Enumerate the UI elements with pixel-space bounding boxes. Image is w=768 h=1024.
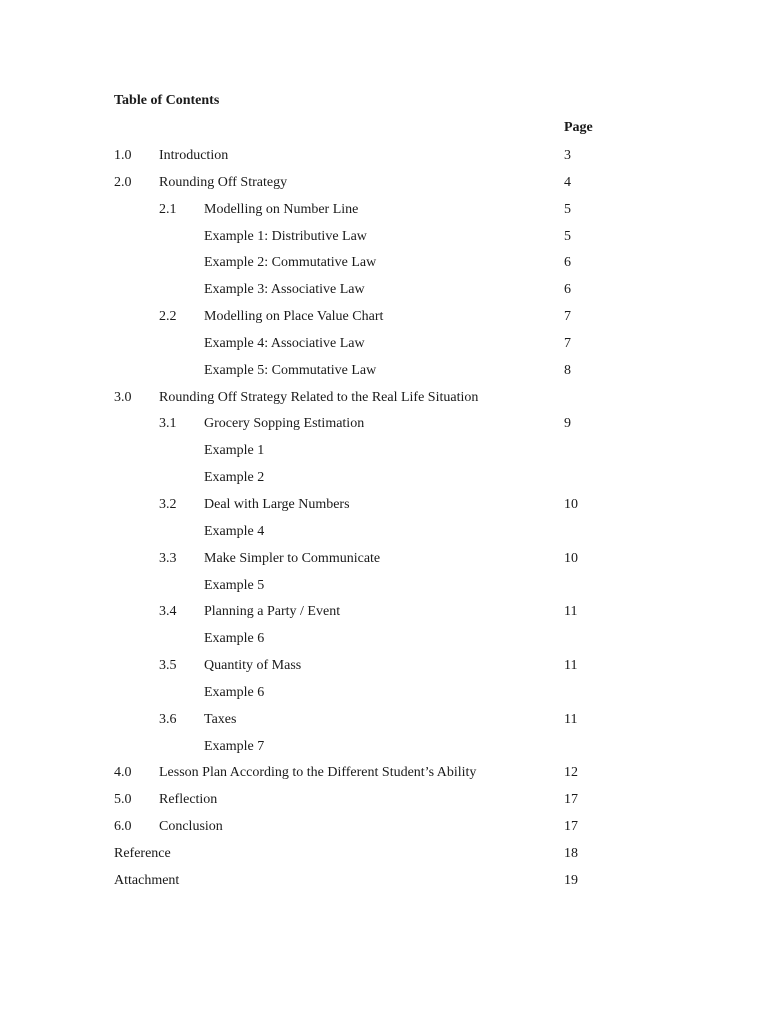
- entry-page: 11: [564, 604, 578, 620]
- toc-entry-l1: [0, 143, 768, 170]
- entry-title: Example 4: Associative Law: [204, 335, 365, 351]
- entry-page: 18: [564, 845, 578, 861]
- entry-title: Example 5: [204, 577, 265, 593]
- entry-number: 3.3: [159, 550, 177, 566]
- entry-page: 3: [564, 148, 571, 163]
- toc-entry-l1: [0, 385, 768, 412]
- entry-page: 5: [564, 201, 571, 217]
- entry-title: Lesson Plan According to the Different Student’s Ability: [159, 765, 477, 781]
- toc-entry-l2: [0, 653, 768, 680]
- entry-title: Example 6: [204, 631, 265, 647]
- entry-page: 17: [564, 819, 578, 835]
- toc-entry-example: [0, 680, 768, 707]
- toc-entry-example: [0, 277, 768, 304]
- toc-entry-example: [0, 250, 768, 277]
- toc-entry-example: [0, 573, 768, 600]
- entry-title: Example 2: [204, 470, 265, 486]
- entry-title: Example 1: [204, 443, 265, 459]
- entry-title: Attachment: [114, 872, 180, 888]
- entry-page: 7: [564, 309, 571, 325]
- toc-entry-l1: [0, 760, 768, 787]
- entry-number: 5.0: [114, 792, 132, 808]
- entry-title: Example 7: [204, 738, 265, 754]
- toc-entry-example: [0, 331, 768, 358]
- entry-number: 6.0: [114, 819, 132, 835]
- entry-page: 17: [564, 792, 578, 808]
- toc-entry-example: [0, 465, 768, 492]
- entry-title: Modelling on Place Value Chart: [204, 309, 384, 325]
- toc-entry-l2: [0, 492, 768, 519]
- toc-entry-example: [0, 438, 768, 465]
- entry-title: Example 1: Distributive Law: [204, 228, 367, 244]
- entry-page: 11: [564, 658, 578, 674]
- toc-entry-l1: [0, 787, 768, 814]
- page-column-label: Page: [564, 120, 593, 135]
- entry-page: 5: [564, 228, 571, 244]
- entry-page: 6: [564, 255, 571, 271]
- entry-title: Planning a Party / Event: [204, 604, 341, 620]
- entry-page: 4: [564, 174, 571, 190]
- entry-title: Rounding Off Strategy Related to the Real Life Situation: [159, 389, 479, 405]
- toc-entry-l2: [0, 304, 768, 331]
- entry-number: 3.4: [159, 604, 177, 620]
- entry-title: Reflection: [159, 792, 218, 808]
- entry-page: 10: [564, 550, 578, 566]
- entry-page: 6: [564, 282, 571, 298]
- toc-entry-unnumbered: [0, 841, 768, 868]
- entry-title: Quantity of Mass: [204, 658, 302, 674]
- toc-entry-example: [0, 734, 768, 761]
- toc-entry-l1: [0, 814, 768, 841]
- entry-title: Reference: [114, 845, 171, 861]
- entry-title: Example 2: Commutative Law: [204, 255, 377, 271]
- entry-page: 12: [564, 765, 578, 781]
- entry-number: 2.2: [159, 309, 177, 325]
- entry-number: 1.0: [114, 148, 132, 163]
- entry-number: 3.6: [159, 711, 177, 727]
- toc-entry-l1: [0, 170, 768, 197]
- toc-entry-example: [0, 626, 768, 653]
- entry-number: 2.0: [114, 174, 132, 190]
- toc-entry-l2: [0, 707, 768, 734]
- toc-entry-l2: [0, 411, 768, 438]
- entry-title: Example 4: [204, 523, 265, 539]
- toc-list: [0, 143, 768, 895]
- entry-title: Conclusion: [159, 819, 223, 835]
- entry-number: 3.1: [159, 416, 177, 432]
- entry-number: 3.0: [114, 389, 132, 405]
- entry-page: 8: [564, 362, 571, 378]
- entry-page: 7: [564, 335, 571, 351]
- entry-number: 3.5: [159, 658, 177, 674]
- entry-number: 2.1: [159, 201, 177, 217]
- entry-page: 11: [564, 711, 578, 727]
- toc-entry-l2: [0, 197, 768, 224]
- entry-title: Make Simpler to Communicate: [204, 550, 381, 566]
- entry-number: 3.2: [159, 496, 177, 512]
- entry-title: Rounding Off Strategy: [159, 174, 288, 190]
- entry-title: Taxes: [204, 711, 237, 727]
- entry-page: 19: [564, 872, 578, 888]
- toc-entry-example: [0, 358, 768, 385]
- entry-title: Example 5: Commutative Law: [204, 362, 377, 378]
- entry-page: 10: [564, 496, 578, 512]
- entry-page: 9: [564, 416, 571, 432]
- toc-entry-unnumbered: [0, 868, 768, 895]
- toc-entry-example: [0, 224, 768, 251]
- entry-number: 4.0: [114, 765, 132, 781]
- toc-entry-example: [0, 519, 768, 546]
- entry-title: Modelling on Number Line: [204, 201, 359, 217]
- entry-title: Example 6: [204, 684, 265, 700]
- entry-title: Example 3: Associative Law: [204, 282, 365, 298]
- toc-entry-l2: [0, 546, 768, 573]
- toc-title: Table of Contents: [114, 93, 220, 108]
- toc-entry-l2: [0, 599, 768, 626]
- entry-title: Grocery Sopping Estimation: [204, 416, 365, 432]
- entry-title: Introduction: [159, 148, 229, 163]
- entry-title: Deal with Large Numbers: [204, 496, 350, 512]
